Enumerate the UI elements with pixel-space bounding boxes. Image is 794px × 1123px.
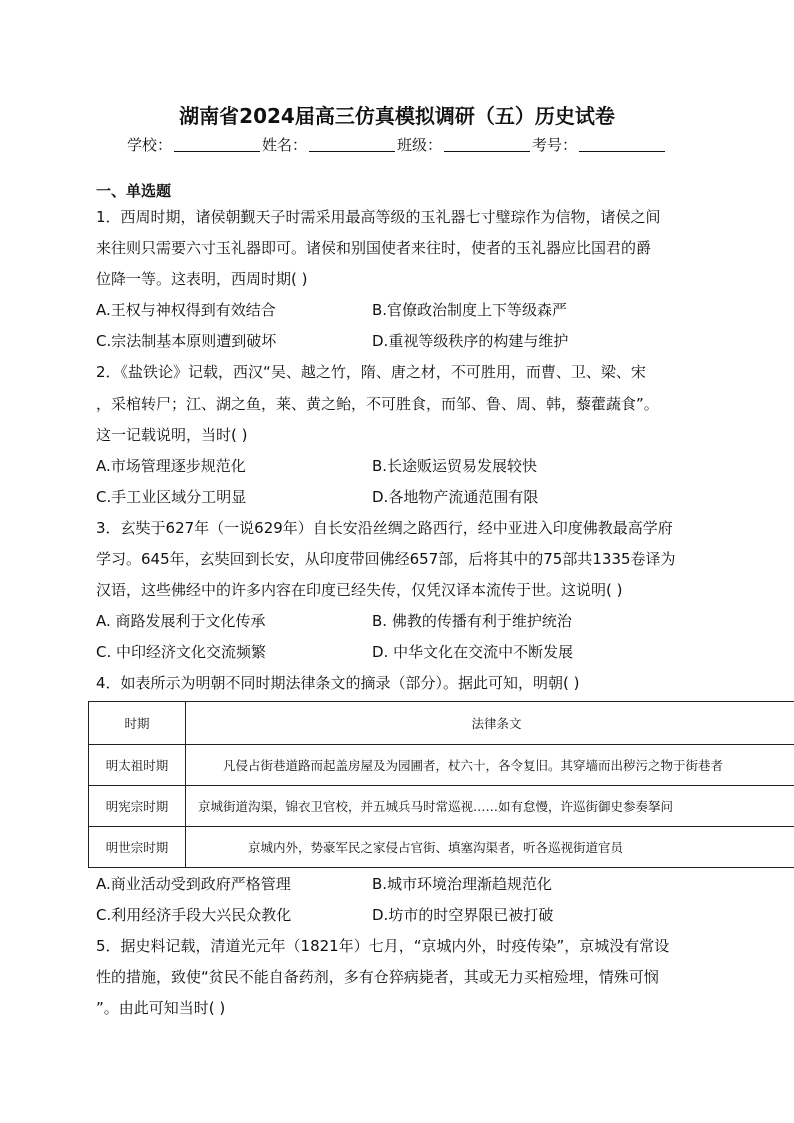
school-label: 学校： — [126, 136, 172, 154]
q2-stem-line: ，采棺转尸；江、湖之鱼，莱、黄之鲐，不可胜食，而邹、鲁、周、韩，藜藿蔬食”。 — [96, 395, 659, 413]
q5-stem-line: 性的措施，致使“贫民不能自备药剂，多有仓猝病毙者，其或无力买棺殓埋，情殊可悯 — [96, 968, 659, 986]
q3-option-c[interactable]: C. 中印经济文化交流频繁 — [96, 643, 267, 661]
law-table — [88, 701, 794, 868]
q1-stem-line: 位降一等。这表明，西周时期( ) — [96, 270, 308, 288]
table-row — [89, 745, 794, 786]
q3-stem-line: 汉语，这些佛经中的许多内容在印度已经失传，仅凭汉译本流传于世。这说明( ) — [96, 581, 623, 599]
table-cell-period: 明太祖时期 — [89, 745, 186, 786]
q2-stem-line: 这一记载说明，当时( ) — [96, 426, 248, 444]
q3-option-d[interactable]: D. 中华文化在交流中不断发展 — [372, 643, 574, 661]
school-field[interactable] — [174, 137, 260, 152]
q1-stem-line: 来往则只需要六寸玉礼器即可。诸侯和别国使者来往时，使者的玉礼器应比国君的爵 — [96, 239, 652, 257]
q3-stem-line: 3．玄奘于627年（一说629年）自长安沿丝绸之路西行，经中亚进入印度佛教最高学府 — [96, 519, 673, 537]
table-row — [89, 827, 794, 868]
table-header-period: 时期 — [89, 702, 186, 745]
q1-option-b[interactable]: B.官僚政治制度上下等级森严 — [372, 301, 568, 319]
table-cell-text: 京城内外，势豪军民之家侵占官街、填塞沟渠者，听各巡视街道官员 — [186, 827, 794, 868]
page-title: 湖南省2024届高三仿真模拟调研（五）历史试卷 — [179, 104, 615, 128]
q1-option-d[interactable]: D.重视等级秩序的构建与维护 — [372, 332, 569, 350]
q2-stem-line: 2．《盐铁论》记载，西汉“吴、越之竹，隋、唐之材，不可胜用，而曹、卫、梁、宋 — [96, 363, 646, 381]
q4-option-c[interactable]: C.利用经济手段大兴民众教化 — [96, 906, 292, 924]
table-header-text: 法律条文 — [186, 702, 794, 745]
q2-option-d[interactable]: D.各地物产流通范围有限 — [372, 488, 539, 506]
name-label: 姓名： — [261, 136, 307, 154]
number-field[interactable] — [579, 137, 665, 152]
q1-option-c[interactable]: C.宗法制基本原则遭到破坏 — [96, 332, 277, 350]
q2-option-c[interactable]: C.手工业区域分工明显 — [96, 488, 247, 506]
q5-stem-line: ”。由此可知当时( ) — [96, 999, 226, 1017]
table-header-row — [89, 702, 794, 745]
section-heading: 一、单选题 — [96, 182, 172, 200]
q2-option-a[interactable]: A.市场管理逐步规范化 — [96, 457, 246, 475]
class-field[interactable] — [444, 137, 530, 152]
q3-stem-line: 学习。645年，玄奘回到长安，从印度带回佛经657部，后将其中的75部共1335卷译为 — [96, 550, 676, 568]
class-label: 班级： — [397, 136, 443, 154]
student-info-row — [0, 134, 794, 155]
table-cell-period: 明世宗时期 — [89, 827, 186, 868]
name-field[interactable] — [309, 137, 395, 152]
q1-option-a[interactable]: A.王权与神权得到有效结合 — [96, 301, 276, 319]
q5-stem-line: 5．据史料记载，清道光元年（1821年）七月，“京城内外，时疫传染”，京城没有常设 — [96, 937, 670, 955]
q4-option-b[interactable]: B.城市环境治理渐趋规范化 — [372, 875, 553, 893]
table-cell-text: 凡侵占街巷道路而起盖房屋及为园圃者，杖六十，各令复旧。其穿墙而出秽污之物于街巷者 — [186, 745, 794, 786]
q4-stem-line: 4．如表所示为明朝不同时期法律条文的摘录（部分）。据此可知，明朝( ) — [96, 674, 580, 692]
q2-option-b[interactable]: B.长途贩运贸易发展较快 — [372, 457, 538, 475]
q4-option-a[interactable]: A.商业活动受到政府严格管理 — [96, 875, 291, 893]
q1-stem-line: 1．西周时期，诸侯朝觐天子时需采用最高等级的玉礼器七寸璧琮作为信物，诸侯之间 — [96, 208, 661, 226]
number-label: 考号： — [532, 136, 578, 154]
table-cell-period: 明宪宗时期 — [89, 786, 186, 827]
q4-option-d[interactable]: D.坊市的时空界限已被打破 — [372, 906, 554, 924]
q3-option-a[interactable]: A. 商路发展利于文化传承 — [96, 612, 266, 630]
q3-option-b[interactable]: B. 佛教的传播有利于维护统治 — [372, 612, 572, 630]
table-cell-text: 京城街道沟渠，锦衣卫官校，并五城兵马时常巡视……如有怠慢，许巡街御史参奏拏问 — [186, 786, 794, 827]
table-row — [89, 786, 794, 827]
